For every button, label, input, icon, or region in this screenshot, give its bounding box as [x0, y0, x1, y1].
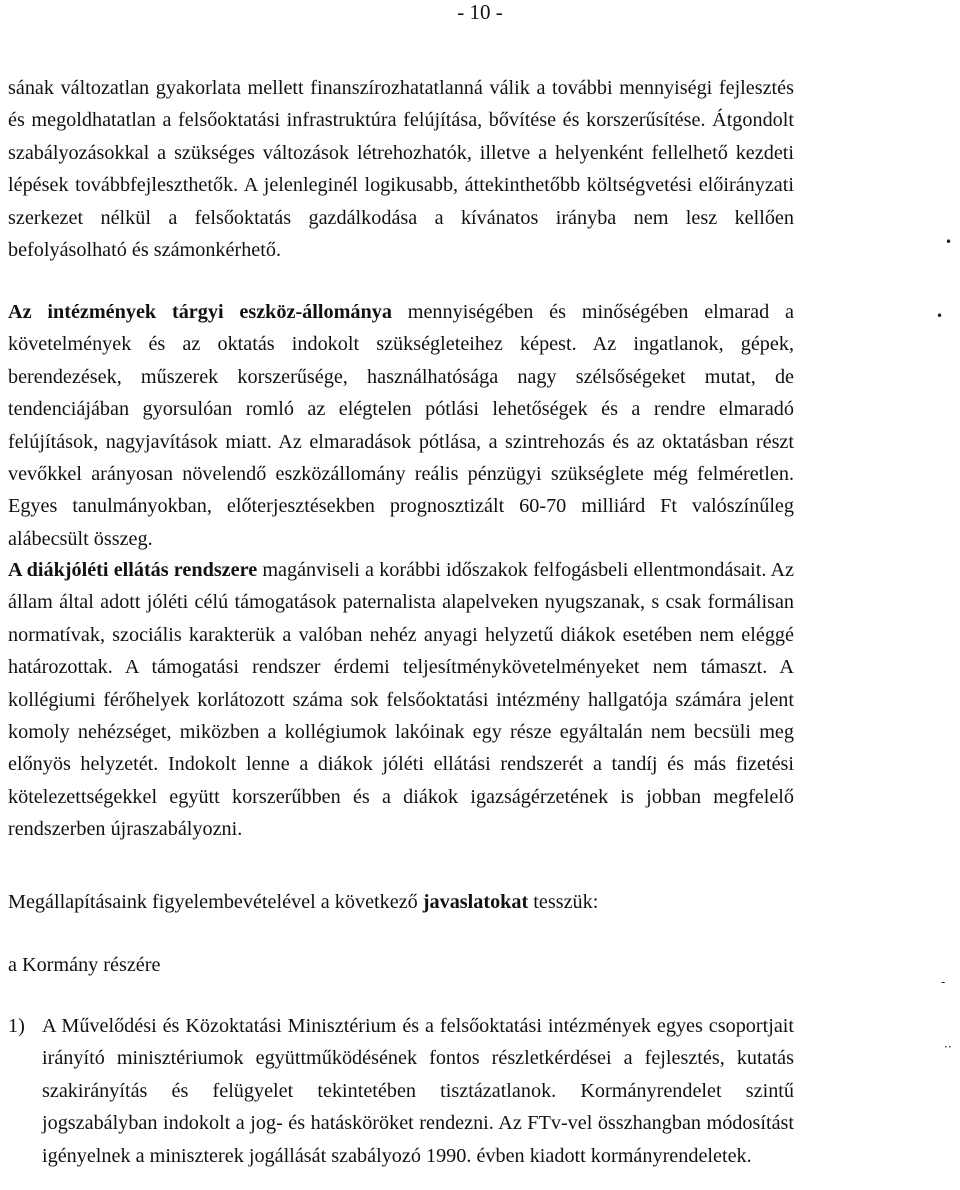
page-number: - 10 - [457, 0, 503, 24]
margin-dot-mark: ·· [944, 1040, 952, 1054]
section-heading-government [8, 949, 794, 981]
margin-dash-mark: - [941, 975, 946, 989]
paragraph-welfare [8, 554, 794, 846]
list-item-number: 1) [8, 1015, 25, 1037]
paragraph-welfare-body: magánviseli a korábbi időszakok felfogásbeli ellentmondásait. Az állam által adott jóléti célú támogatások paternalista alapelveken nyugszanak, s csak formálisan normatívak, szociális karakterük a valóban nehéz anyagi helyzetű diákok esetében nem eléggé határozottak. A támogatási rendszer érdemi teljesítménykövetelményeket nem támaszt. A kollégiumi férőhelyek korlátozott száma sok felsőoktatási intézmény hallgatója számára jelent komoly nehézséget, miközben a kollégiumok lakóinak egy része egyáltalán nem becsüli meg előnyös helyzetét. Indokolt lenne a diákok jóléti ellátási rendszerét a tandíj és más fizetési kötelezettségekkel együtt korszerűbben és a diákok igazságérzetének is jobban megfelelő rendszerben újraszabályozni. [8, 559, 794, 841]
proposals-intro-end: tesszük: [528, 891, 599, 913]
proposals-intro-start: Megállapításaink figyelembevételével a következő [8, 891, 423, 913]
paragraph-funding-text: sának változatlan gyakorlata mellett finanszírozhatatlanná válik a további mennyiségi fejlesztés és megoldhatatlan a felsőoktatási infrastruktúra felújítása, bővítése és korszerűsítése. Átgondolt szabályozásokkal a szükséges változások létrehozhatók, illetve a helyenként fellelhető kezdeti lépések továbbfejleszthetők. A jelenleginél logikusabb, áttekinthetőbb költségvetési előirányzati szerkezet nélkül a felsőoktatás gazdálkodása a kívánatos irányba nem lesz kellően befolyásolható és számonkérhető. [8, 77, 794, 262]
paragraph-assets-text [8, 296, 794, 555]
paragraph-welfare-lead: A diákjóléti ellátás rendszere [8, 559, 258, 581]
proposals-intro-bold: javaslatokat [422, 891, 529, 913]
paragraph-assets [8, 296, 794, 555]
paragraph-assets-body: mennyiségében és minőségében elmarad a követelmények és az oktatás indokolt szükségleteihez képest. Az ingatlanok, gépek, berendezések, műszerek korszerűsége, használhatósága nagy szélsőségeket mutat, de tendenciájában gyorsulóan romló az elégtelen pótlási lehetőségek és a rendre elmaradó felújítások, nagyjavítások miatt. Az elmaradások pótlása, a szintrehozás és az oktatásban részt vevőkkel arányosan növelendő eszközállomány reális pénzügyi szükséglete még felméretlen. Egyes tanulmányokban, előterjesztésekben prognosztizált 60-70 milliárd Ft valószínűleg alábecsült összeg. [8, 301, 795, 550]
proposals-intro-text [8, 886, 794, 918]
paragraph-assets-lead: Az intézmények tárgyi eszköz-állománya [8, 301, 392, 323]
section-heading-government-text: a Kormány részére [8, 954, 161, 976]
paragraph-funding [8, 72, 794, 266]
margin-dot-mark: • [936, 309, 944, 323]
paragraph-welfare-text [8, 554, 794, 846]
list-item-text: A Művelődési és Közoktatási Minisztérium és a felsőoktatási intézmények egyes csoportjait irányító minisztériumok együttműködésének fontos részletkérdései a fejlesztés, kutatás szakirányítás és felügyelet tekintetében tisztázatlanok. Kormányrendelet szintű jogszabályban indokolt a jog- és hatásköröket rendezni. Az FTv-vel összhangban módosítást igényelnek a miniszterek jogállását szabályozó 1990. évben kiadott kormányrendeletek. [42, 1015, 794, 1167]
margin-dot-mark: • [945, 235, 953, 249]
paragraph-proposals-intro [8, 886, 794, 918]
